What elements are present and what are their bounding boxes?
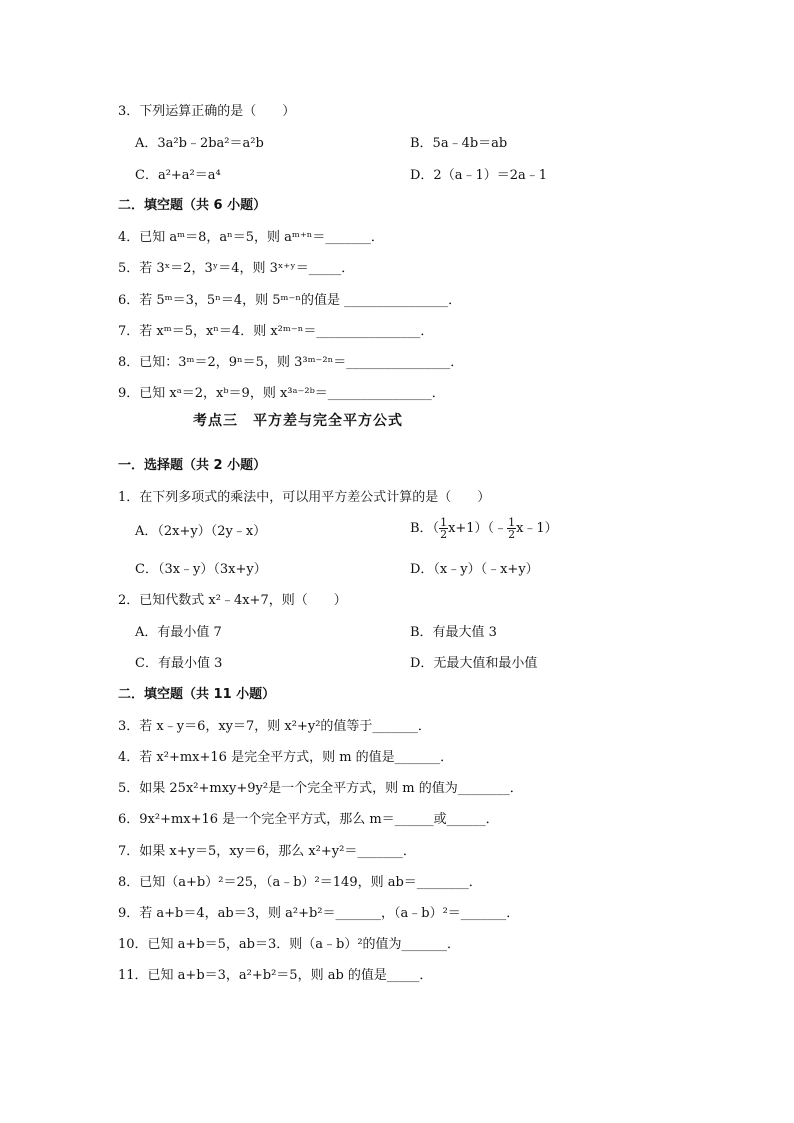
question-7: 7．若 xᵐ＝5，xⁿ＝4．则 x²ᵐ⁻ⁿ＝________________． — [118, 324, 434, 339]
question-9: 9．已知 xᵃ＝2，xᵇ＝9，则 x³ᵃ⁻²ᵇ＝________________． — [118, 386, 445, 401]
question-9: 9．若 a+b＝4，ab＝3，则 a²+b²＝_______，（a﹣b）²＝_______． — [118, 906, 520, 921]
question-7: 7．如果 x+y＝5，xy＝6，那么 x²+y²＝_______． — [118, 844, 416, 859]
option-b-prefix: B．（ — [410, 521, 440, 536]
question-5: 5．如果 25x²+mxy+9y²是一个完全平方式，则 m 的值为________． — [118, 781, 523, 796]
option-d: D．（x﹣y）（﹣x+y） — [410, 562, 539, 577]
option-b-suffix: x﹣1） — [516, 521, 558, 536]
question-5: 5．若 3ˣ＝2，3ʸ＝4，则 3ˣ⁺ʸ＝_____． — [118, 261, 355, 276]
option-c: C．a²+a²＝a⁴ — [135, 168, 221, 183]
question-1: 1．在下列多项式的乘法中，可以用平方差公式计算的是（ ） — [118, 490, 491, 505]
fraction-denominator: 2 — [508, 528, 516, 541]
option-a: A．3a²b﹣2ba²＝a²b — [135, 136, 264, 151]
fraction-numerator: 1 — [508, 516, 516, 529]
question-2: 2．已知代数式 x²﹣4x+7，则（ ） — [118, 593, 347, 608]
fraction-denominator: 2 — [440, 528, 448, 541]
question-4: 4．若 x²+mx+16 是完全平方式，则 m 的值是_______． — [118, 750, 454, 765]
fraction — [507, 517, 516, 540]
option-c: C．有最小值 3 — [135, 656, 223, 671]
fill-blank-heading: 二．填空题（共 6 小题） — [118, 198, 267, 213]
option-b-middle: x+1）（﹣ — [448, 521, 508, 536]
choice-heading: 一．选择题（共 2 小题） — [118, 458, 267, 473]
fraction — [439, 517, 448, 540]
option-b — [410, 514, 558, 544]
section-title: 考点三 平方差与完全平方公式 — [193, 413, 403, 429]
option-c: C．（3x﹣y）（3x+y） — [135, 562, 267, 577]
question-8: 8．已知（a+b）²＝25，（a﹣b）²＝149，则 ab＝________． — [118, 875, 482, 890]
option-a: A．（2x+y）（2y﹣x） — [135, 524, 267, 539]
option-b: B．5a﹣4b＝ab — [410, 136, 508, 151]
fill-blank-heading: 二．填空题（共 11 小题） — [118, 687, 276, 702]
question-11: 11．已知 a+b＝3，a²+b²＝5，则 ab 的值是_____． — [118, 968, 433, 983]
question-6: 6．9x²+mx+16 是一个完全平方式，那么 m＝______或______． — [118, 812, 499, 827]
option-d: D．2（a﹣1）＝2a﹣1 — [410, 168, 548, 183]
option-a: A．有最小值 7 — [135, 625, 222, 640]
option-d: D．无最大值和最小值 — [410, 656, 538, 671]
question-10: 10．已知 a+b＝5，ab＝3．则（a﹣b）²的值为_______． — [118, 937, 461, 952]
question-4: 4．已知 aᵐ＝8，aⁿ＝5，则 aᵐ⁺ⁿ＝_______． — [118, 230, 384, 245]
question-3: 3．若 x﹣y＝6，xy＝7，则 x²+y²的值等于_______． — [118, 719, 431, 734]
question-3: 3．下列运算正确的是（ ） — [118, 104, 296, 119]
question-6: 6．若 5ᵐ＝3，5ⁿ＝4，则 5ᵐ⁻ⁿ的值是 ________________． — [118, 293, 462, 308]
question-8: 8．已知：3ᵐ＝2，9ⁿ＝5，则 3³ᵐ⁻²ⁿ＝________________． — [118, 355, 464, 370]
fraction-numerator: 1 — [440, 516, 448, 529]
option-b: B．有最大值 3 — [410, 625, 497, 640]
